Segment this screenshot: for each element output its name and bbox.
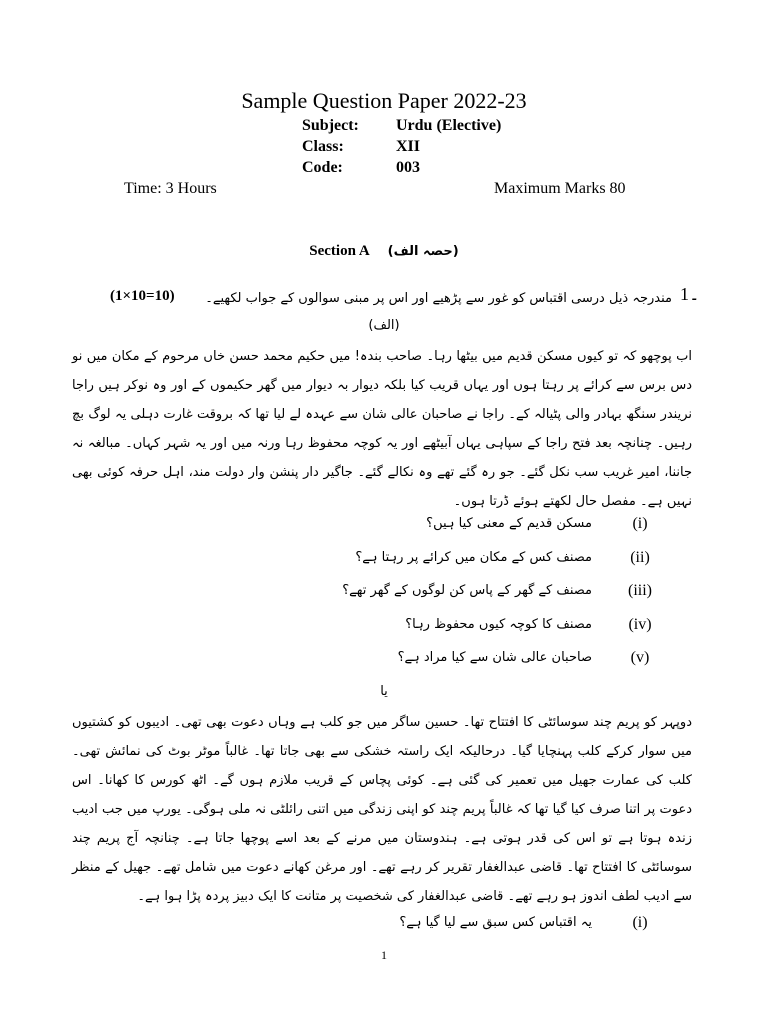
- part-label: (الف): [368, 318, 400, 333]
- section-heading-urdu: (حصہ الف): [387, 244, 459, 259]
- page-number: 1: [381, 948, 387, 962]
- sub-question-number: (ii): [630, 549, 650, 566]
- code-value: 003: [396, 159, 420, 176]
- section-heading: [0, 243, 768, 260]
- code-row: [302, 159, 420, 177]
- sub-question-text: مصنف کا کوچہ کیوں محفوظ رہا؟: [405, 617, 592, 632]
- subject-value: Urdu (Elective): [396, 117, 502, 134]
- sub-question-text: مصنف کے گھر کے پاس کن لوگوں کے گھر تھے؟: [342, 583, 592, 598]
- class-row: [302, 138, 420, 156]
- sub-question: [180, 910, 660, 936]
- maximum-marks: Maximum Marks 80: [494, 180, 626, 197]
- subject-row: [302, 117, 501, 135]
- sub-question-number: (i): [632, 914, 648, 931]
- section-heading-english: Section A: [309, 243, 370, 259]
- passage-b: دوپہر کو پریم چند سوسائٹی کا افتتاح تھا۔ حسین ساگر میں جو کلب ہے وہاں دعوت بھی تھی۔ ادیبوں کو کشتیوں میں سوار کرکے کلب پہنچایا گیا۔ درحالیکہ ایک راستہ خشکی سے بھی جاتا تھا۔ غالباً موٹر بوٹ کی نمائش تھی۔ کلب کی عمارت جھیل میں تعمیر کی گئی ہے۔ کوئی پچاس کے قریب ملازم ہوں گے۔ اٹھ کورس کا کھانا۔ اس دعوت پر اتنا صرف کیا گیا تھا کہ غالباً پریم چند کو اپنی زندگی میں اتنی رائلٹی نہ ملی ہوگی۔ یورپ میں جب ادیب زندہ ہوتا ہے تو اس کی قدر ہوتی ہے۔ ہندوستان میں مرنے کے بعد اسے پوچھا جاتا ہے۔ چنانچہ آج پریم چند سوسائٹی کا افتتاح تھا۔ قاضی عبدالغفار تقریر کر رہے تھے۔ اور مرغن کھانے دعوت میں شامل تھے۔ جھیل کے منظر سے ادیب لطف اندوز ہو رہے تھے۔ قاضی عبدالغفار کی شخصیت پر متانت کا ایک دبیز پردہ پڑا ہوا ہے۔: [72, 715, 692, 904]
- code-label: Code:: [302, 159, 343, 176]
- sub-question: [180, 578, 660, 604]
- question-1-marks: (1×10=10): [110, 288, 175, 304]
- sub-question-text: مصنف کس کے مکان میں کرائے پر رہتا ہے؟: [355, 550, 592, 565]
- sub-question-number: (iv): [628, 616, 652, 633]
- sub-question: [180, 645, 660, 671]
- sub-question: [180, 545, 660, 571]
- paper-title: Sample Question Paper 2022-23: [241, 88, 527, 113]
- sub-question: [180, 612, 660, 638]
- sub-question-text: یہ اقتباس کس سبق سے لیا گیا ہے؟: [399, 915, 592, 930]
- sub-question-number: (i): [632, 515, 648, 532]
- sub-question: [180, 511, 660, 537]
- time-allowed: Time: 3 Hours: [124, 180, 217, 197]
- class-value: XII: [396, 138, 421, 155]
- question-1-instruction: مندرجہ ذیل درسی اقتباس کو غور سے پڑھیے اور اس پر مبنی سوالوں کے جواب لکھیے۔: [205, 291, 672, 306]
- sub-question-text: مسکن قدیم کے معنی کیا ہیں؟: [426, 516, 592, 531]
- class-label: Class:: [302, 138, 344, 155]
- question-1-number: 1۔: [680, 284, 700, 304]
- subject-label: Subject:: [302, 117, 359, 134]
- passage-a: اب پوچھو کہ تو کیوں مسکن قدیم میں بیٹھا رہا۔ صاحب بندہ! میں حکیم محمد حسن خاں مرحوم کے مکان میں نو دس برس سے کرائے پر رہتا ہوں اور یہاں قریب کیا بلکہ دیوار بہ دیوار میں گھر حکیموں کے اور وہ نوکر ہیں راجا نریندر سنگھ بہادر والی پٹیالہ کے۔ راجا نے صاحبان عالی شان سے عہدہ لے لیا تھا کہ بروقت غارت دہلی یہ لوگ بچ رہیں۔ چنانچہ بعد فتح راجا کے سپاہی یہاں آبیٹھے اور یہ کوچہ محفوظ رہا ورنہ میں اور یہ شہر کہاں۔ مبالغہ نہ جاننا، امیر غریب سب نکل گئے۔ جو رہ گئے تھے وہ نکالے گئے۔ جاگیر دار پنشن وار دولت مند، اہل حرفہ کوئی بھی نہیں ہے۔ مفصل حال لکھتے ہوئے ڈرتا ہوں۔: [72, 349, 693, 509]
- or-label: یا: [380, 684, 388, 699]
- sub-question-text: صاحبان عالی شان سے کیا مراد ہے؟: [397, 650, 592, 665]
- sub-question-number: (v): [630, 649, 650, 666]
- sub-question-number: (iii): [628, 582, 652, 599]
